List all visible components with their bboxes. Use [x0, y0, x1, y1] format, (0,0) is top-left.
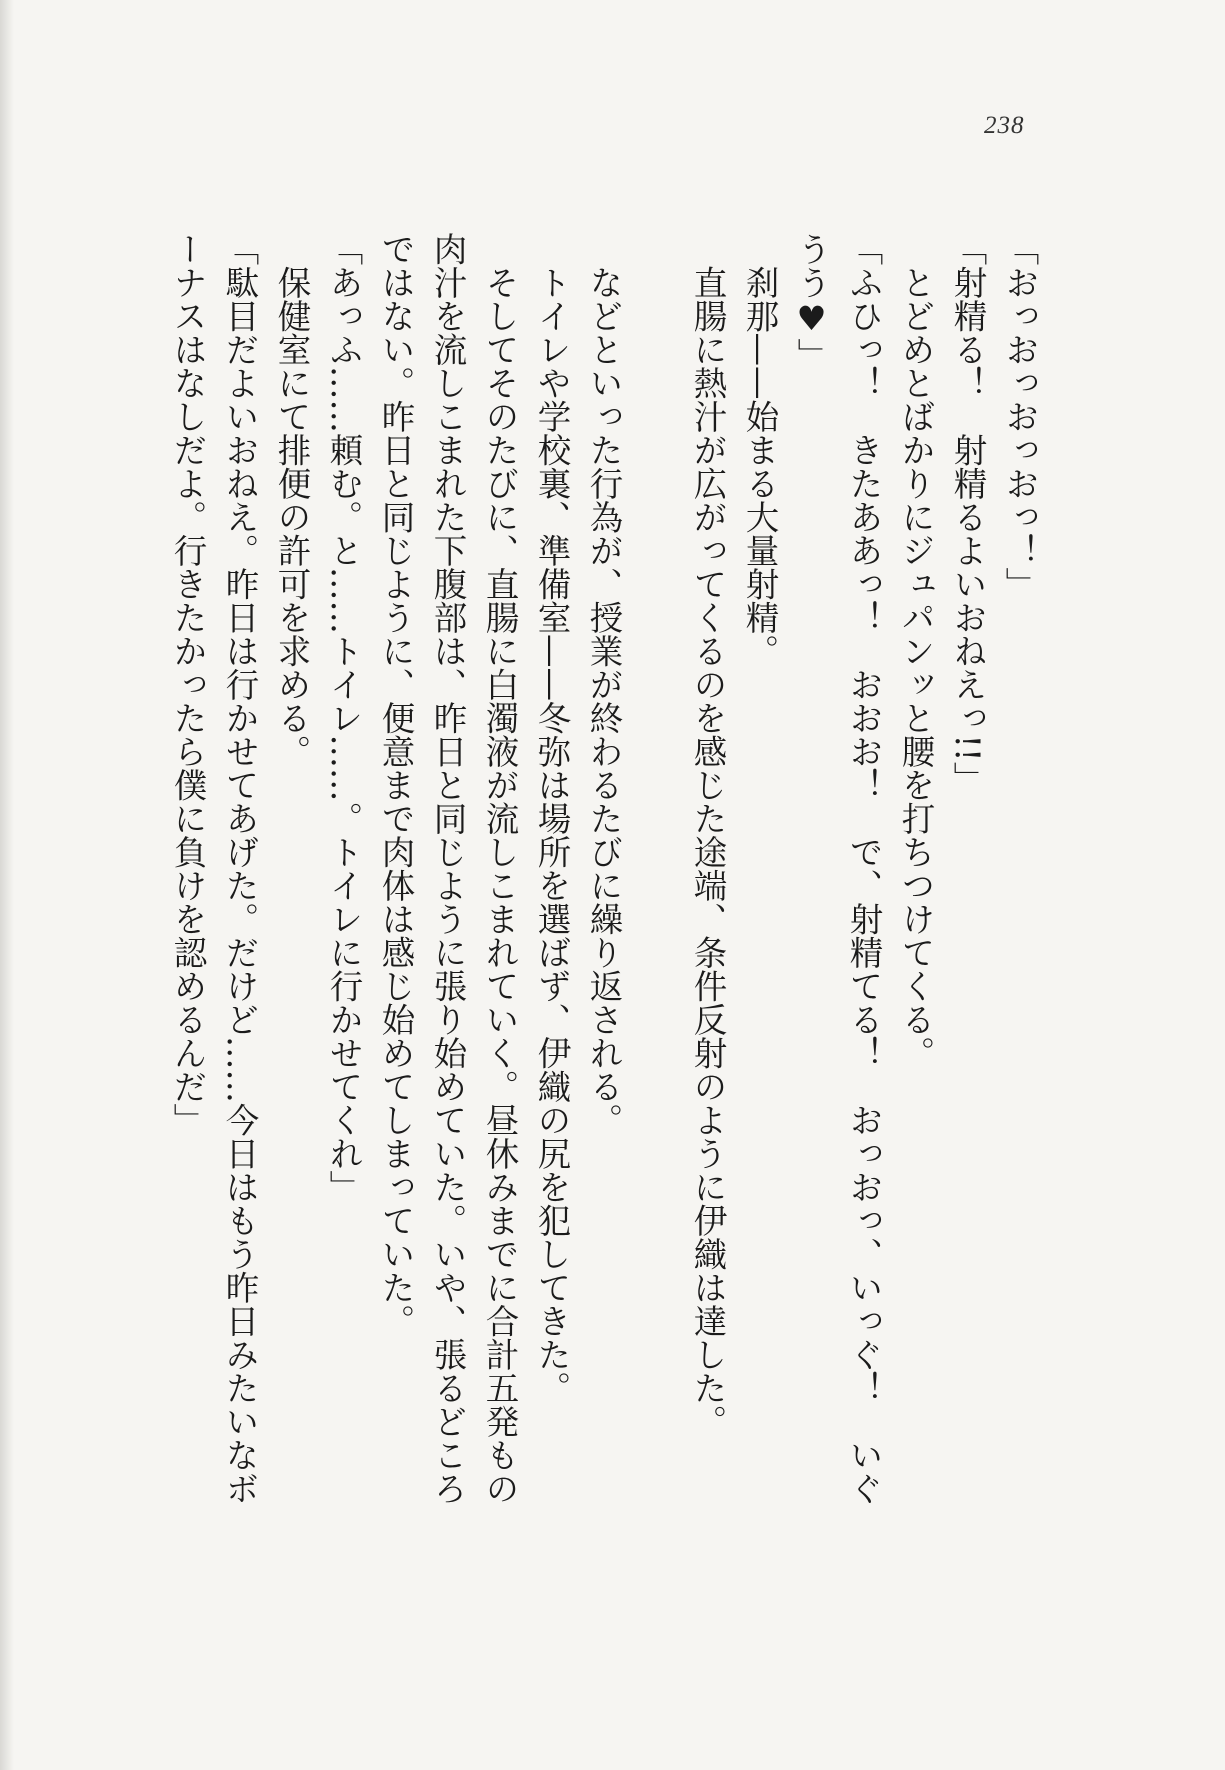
- text-line: 「あっふ……頼む。と……トイレ……。トイレに行かせてくれ」: [324, 232, 363, 1204]
- novel-text-body: [161, 232, 1045, 1652]
- paragraph-break: [629, 232, 681, 1652]
- text-line: とどめとばかりにジュパンッと腰を打ちつけてくる。: [896, 232, 935, 1070]
- text-line: 保健室にて排便の許可を求める。: [272, 232, 311, 768]
- text-line: 直腸に熱汁が広がってくるのを感じた途端、条件反射のように伊織は達した。: [688, 232, 727, 1438]
- text-line: などといった行為が、授業が終わるたびに繰り返される。: [584, 232, 623, 1137]
- text-line: 「射精る！ 射精るよいおねえっ!!」: [948, 232, 987, 795]
- text-line: 「おっおっおっおっ！」: [1000, 232, 1039, 601]
- text-line: 「ふひっ！ きたああっ！ おおお！ で、射精てる！ おっおっ、いっぐ！ いぐ: [844, 232, 883, 1505]
- text-line: 「駄目だよいおねえ。昨日は行かせてあげた。だけど……今日はもう昨日みたいなボ: [220, 232, 259, 1505]
- text-line: 刹那——始まる大量射精。: [740, 232, 779, 668]
- text-line: うう♥」: [792, 232, 831, 372]
- page-number: 238: [984, 112, 1025, 139]
- text-line: トイレや学校裏、準備室——冬弥は場所を選ばず、伊織の尻を犯してきた。: [532, 232, 571, 1405]
- text-line: ーナスはなしだよ。行きたかったら僕に負けを認めるんだ」: [168, 232, 207, 1137]
- text-line: ではない。昨日と同じように、便意まで肉体は感じ始めてしまっていた。: [376, 232, 415, 1338]
- text-line: そしてそのたびに、直腸に白濁液が流しこまれていく。昼休みまでに合計五発もの: [480, 232, 519, 1505]
- text-line: 肉汁を流しこまれた下腹部は、昨日と同じように張り始めていた。いや、張るどころ: [428, 232, 467, 1505]
- page-edge: [0, 0, 14, 1770]
